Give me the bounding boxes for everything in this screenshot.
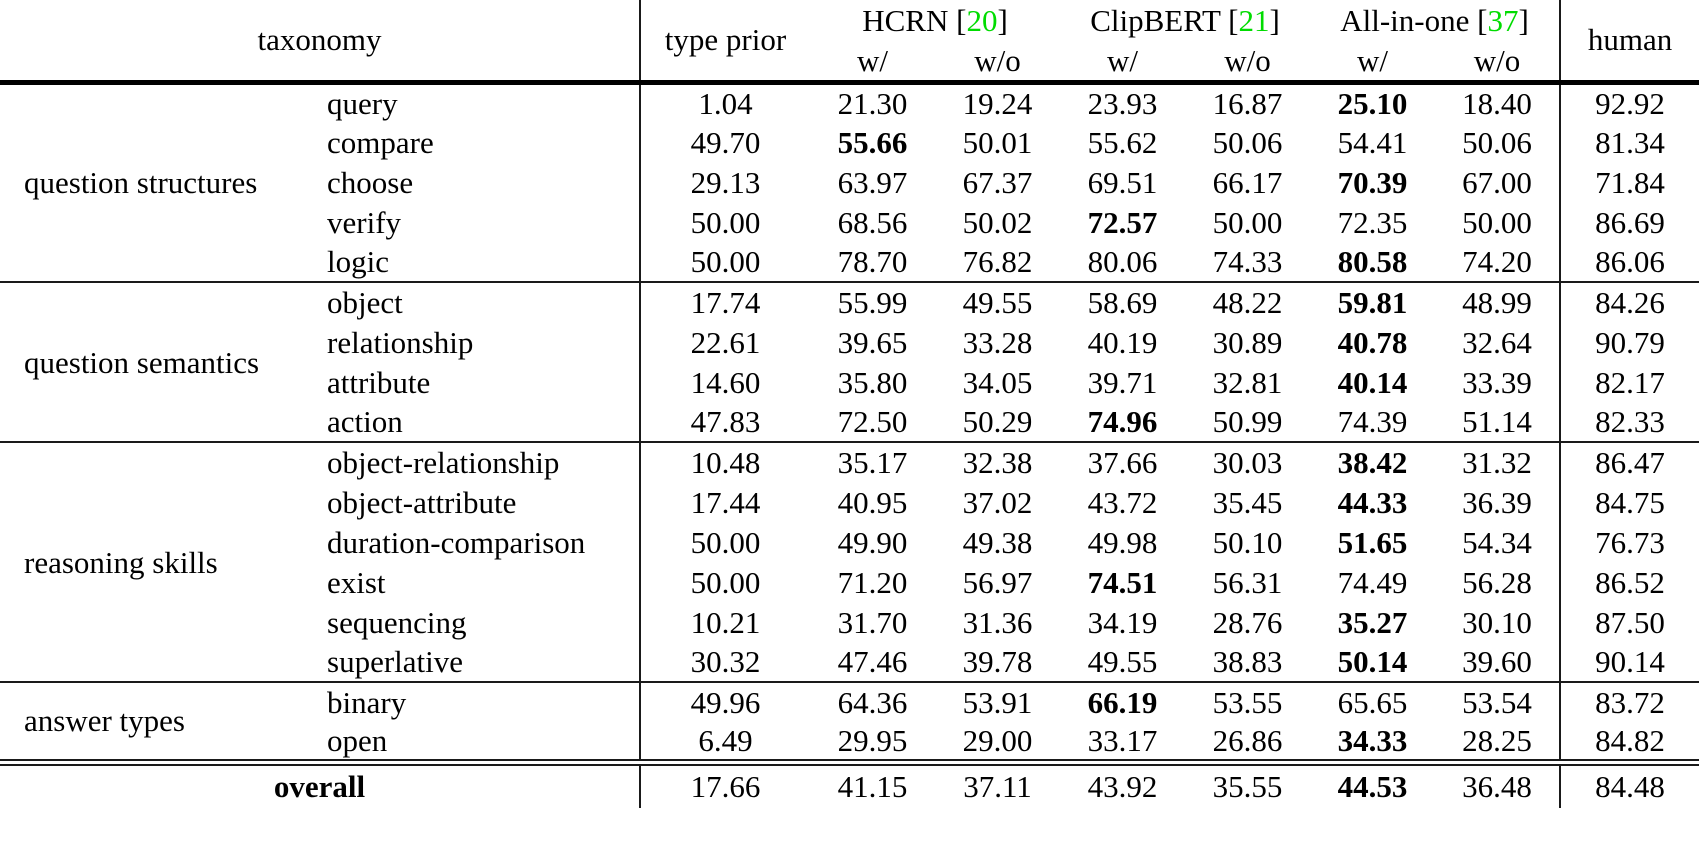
value-cell: 50.00 (690, 204, 761, 240)
row-label: relationship (310, 322, 640, 362)
citation-all-in-one: [37] (1477, 3, 1529, 38)
value-cell: 49.38 (962, 524, 1033, 560)
row-label: object-attribute (310, 482, 640, 522)
value-cell: 74.39 (1337, 404, 1408, 439)
value-cell: 86.52 (1560, 562, 1699, 602)
table-header (0, 0, 1699, 82)
value-cell: 92.92 (1560, 82, 1699, 122)
value-cell: 6.49 (698, 722, 753, 758)
col-header-hcrn (810, 0, 1060, 41)
value-cell: 66.17 (1212, 164, 1283, 200)
value-cell: 86.06 (1560, 242, 1699, 282)
value-cell: 72.35 (1337, 204, 1408, 240)
value-cell: 74.49 (1337, 564, 1408, 600)
col-header-hcrn-with: w/ (857, 42, 888, 78)
type-prior-label: type prior (664, 22, 787, 58)
value-cell: 50.02 (962, 204, 1033, 240)
value-cell: 34.33 (1337, 722, 1408, 758)
value-cell: 32.81 (1212, 364, 1283, 400)
value-cell: 29.00 (962, 722, 1033, 758)
value-cell: 49.98 (1087, 524, 1158, 560)
value-cell: 72.50 (837, 404, 908, 439)
value-cell: 70.39 (1337, 164, 1408, 200)
value-cell: 33.39 (1462, 364, 1532, 400)
value-cell: 36.48 (1462, 769, 1532, 805)
value-cell: 76.73 (1560, 522, 1699, 562)
citation-number-37: 37 (1487, 3, 1519, 38)
value-cell: 50.01 (962, 124, 1033, 160)
value-cell: 49.55 (962, 285, 1033, 320)
value-cell: 50.00 (1462, 204, 1532, 240)
value-cell: 47.83 (690, 404, 761, 439)
col-header-type-prior (640, 0, 810, 82)
value-cell: 1.04 (698, 85, 753, 121)
group-label: answer types (24, 703, 185, 739)
value-cell: 86.69 (1560, 202, 1699, 242)
row-label: action (310, 402, 640, 442)
overall-row (0, 762, 1699, 808)
value-cell: 43.92 (1087, 769, 1158, 805)
value-cell: 55.99 (837, 285, 908, 320)
value-cell: 51.65 (1337, 524, 1408, 560)
row-label: duration-comparison (310, 522, 640, 562)
value-cell: 32.64 (1462, 324, 1532, 360)
value-cell: 59.81 (1337, 285, 1408, 320)
value-cell: 44.33 (1337, 484, 1408, 520)
group-label: question structures (24, 165, 258, 201)
value-cell: 29.95 (837, 722, 908, 758)
value-cell: 36.39 (1462, 484, 1532, 520)
value-cell: 10.21 (690, 604, 761, 640)
col-header-clipbert-with: w/ (1107, 42, 1139, 78)
value-cell: 50.00 (690, 244, 761, 279)
value-cell: 29.13 (690, 164, 761, 200)
value-cell: 49.96 (690, 685, 761, 720)
citation-hcrn: [20] (956, 3, 1008, 38)
value-cell: 56.31 (1212, 564, 1283, 600)
value-cell: 67.00 (1462, 164, 1532, 200)
model-name-all-in-one: All-in-one (1340, 3, 1470, 38)
value-cell: 64.36 (837, 685, 908, 720)
value-cell: 53.55 (1212, 685, 1283, 720)
col-header-hcrn-without: w/o (974, 42, 1021, 78)
value-cell: 49.90 (837, 524, 908, 560)
table-row (0, 682, 1699, 722)
value-cell: 76.82 (962, 244, 1033, 279)
value-cell: 50.29 (962, 404, 1033, 439)
value-cell: 55.66 (837, 124, 908, 160)
value-cell: 84.48 (1560, 762, 1699, 808)
value-cell: 63.97 (837, 164, 908, 200)
col-header-all-in-one (1310, 0, 1560, 41)
row-label: object-relationship (310, 442, 640, 482)
row-label: choose (310, 162, 640, 202)
value-cell: 54.34 (1462, 524, 1532, 560)
value-cell: 40.95 (837, 484, 908, 520)
header-row-models (0, 0, 1699, 41)
model-name-clipbert: ClipBERT (1090, 3, 1221, 38)
table-body (0, 82, 1699, 762)
value-cell: 50.00 (690, 564, 761, 600)
value-cell: 47.46 (837, 644, 908, 679)
citation-number-21: 21 (1238, 3, 1270, 38)
value-cell: 10.48 (690, 445, 761, 480)
overall-label: overall (0, 762, 640, 808)
value-cell: 37.02 (962, 484, 1033, 520)
col-header-taxonomy (0, 0, 640, 82)
value-cell: 33.17 (1087, 722, 1158, 758)
row-label: object (310, 282, 640, 322)
value-cell: 18.40 (1462, 85, 1532, 121)
table-row (0, 282, 1699, 322)
row-label: open (310, 722, 640, 762)
value-cell: 34.05 (962, 364, 1033, 400)
group-label: reasoning skills (24, 544, 218, 580)
row-label: superlative (310, 642, 640, 682)
row-label: verify (310, 202, 640, 242)
value-cell: 54.41 (1337, 124, 1408, 160)
human-label: human (1587, 22, 1673, 58)
value-cell: 82.17 (1560, 362, 1699, 402)
value-cell: 16.87 (1212, 85, 1283, 121)
value-cell: 26.86 (1212, 722, 1283, 758)
value-cell: 84.82 (1560, 722, 1699, 762)
value-cell: 69.51 (1087, 164, 1158, 200)
value-cell: 39.71 (1087, 364, 1158, 400)
value-cell: 74.51 (1087, 564, 1158, 600)
value-cell: 74.33 (1212, 244, 1283, 279)
value-cell: 17.44 (690, 484, 761, 520)
value-cell: 86.47 (1560, 442, 1699, 482)
value-cell: 39.78 (962, 644, 1033, 679)
col-header-clipbert (1060, 0, 1310, 41)
value-cell: 25.10 (1337, 85, 1408, 121)
value-cell: 50.00 (1212, 204, 1283, 240)
row-label: sequencing (310, 602, 640, 642)
row-label: logic (310, 242, 640, 282)
row-label: compare (310, 122, 640, 162)
value-cell: 48.22 (1212, 285, 1283, 320)
value-cell: 40.78 (1337, 324, 1408, 360)
taxonomy-label: taxonomy (257, 22, 382, 58)
value-cell: 35.80 (837, 364, 908, 400)
value-cell: 19.24 (962, 85, 1033, 121)
model-name-hcrn: HCRN (862, 3, 949, 38)
value-cell: 31.36 (962, 604, 1033, 640)
value-cell: 81.34 (1560, 122, 1699, 162)
value-cell: 37.66 (1087, 445, 1158, 480)
col-header-human (1560, 0, 1699, 82)
value-cell: 43.72 (1087, 484, 1158, 520)
value-cell: 22.61 (690, 324, 761, 360)
value-cell: 87.50 (1560, 602, 1699, 642)
value-cell: 80.06 (1087, 244, 1158, 279)
value-cell: 39.65 (837, 324, 908, 360)
value-cell: 32.38 (962, 445, 1033, 480)
value-cell: 66.19 (1087, 685, 1158, 720)
overall-body (0, 762, 1699, 808)
value-cell: 74.20 (1462, 244, 1532, 279)
value-cell: 58.69 (1087, 285, 1158, 320)
value-cell: 28.25 (1462, 722, 1532, 758)
value-cell: 17.66 (690, 769, 761, 805)
citation-clipbert: [21] (1228, 3, 1280, 38)
value-cell: 55.62 (1087, 124, 1158, 160)
value-cell: 35.55 (1212, 769, 1283, 805)
value-cell: 50.99 (1212, 404, 1283, 439)
table-row (0, 442, 1699, 482)
value-cell: 84.75 (1560, 482, 1699, 522)
value-cell: 34.19 (1087, 604, 1158, 640)
value-cell: 83.72 (1560, 682, 1699, 722)
value-cell: 82.33 (1560, 402, 1699, 442)
value-cell: 56.28 (1462, 564, 1532, 600)
value-cell: 28.76 (1212, 604, 1283, 640)
value-cell: 72.57 (1087, 204, 1158, 240)
value-cell: 78.70 (837, 244, 908, 279)
row-label: exist (310, 562, 640, 602)
value-cell: 37.11 (963, 769, 1032, 805)
col-header-clipbert-without: w/o (1224, 42, 1271, 78)
value-cell: 17.74 (690, 285, 761, 320)
value-cell: 30.32 (690, 644, 761, 679)
value-cell: 33.28 (962, 324, 1033, 360)
value-cell: 39.60 (1462, 644, 1532, 679)
value-cell: 31.32 (1462, 445, 1532, 480)
value-cell: 67.37 (962, 164, 1033, 200)
value-cell: 84.26 (1560, 282, 1699, 322)
citation-number-20: 20 (966, 3, 998, 38)
value-cell: 53.54 (1462, 685, 1532, 720)
value-cell: 50.06 (1212, 124, 1283, 160)
value-cell: 50.06 (1462, 124, 1532, 160)
value-cell: 53.91 (962, 685, 1033, 720)
value-cell: 49.55 (1087, 644, 1158, 679)
value-cell: 90.14 (1560, 642, 1699, 682)
value-cell: 35.27 (1337, 604, 1408, 640)
row-label: attribute (310, 362, 640, 402)
value-cell: 51.14 (1462, 404, 1532, 439)
value-cell: 50.00 (690, 524, 761, 560)
value-cell: 56.97 (962, 564, 1033, 600)
value-cell: 49.70 (690, 124, 761, 160)
table-row (0, 82, 1699, 122)
value-cell: 65.65 (1337, 685, 1408, 720)
value-cell: 30.03 (1212, 445, 1283, 480)
value-cell: 30.10 (1462, 604, 1532, 640)
value-cell: 41.15 (837, 769, 908, 805)
value-cell: 14.60 (690, 364, 761, 400)
value-cell: 71.20 (837, 564, 908, 600)
row-label: binary (310, 682, 640, 722)
value-cell: 74.96 (1087, 404, 1158, 439)
value-cell: 68.56 (837, 204, 908, 240)
value-cell: 30.89 (1212, 324, 1283, 360)
value-cell: 21.30 (837, 85, 908, 121)
value-cell: 31.70 (837, 604, 908, 640)
value-cell: 80.58 (1337, 244, 1408, 279)
col-header-all-in-one-with: w/ (1357, 42, 1389, 78)
value-cell: 40.14 (1337, 364, 1408, 400)
col-header-all-in-one-without: w/o (1473, 42, 1521, 78)
value-cell: 38.83 (1212, 644, 1283, 679)
value-cell: 48.99 (1462, 285, 1532, 320)
group-label: question semantics (24, 344, 260, 380)
value-cell: 50.10 (1212, 524, 1283, 560)
value-cell: 90.79 (1560, 322, 1699, 362)
row-label: query (310, 82, 640, 122)
value-cell: 23.93 (1087, 85, 1158, 121)
value-cell: 50.14 (1337, 644, 1408, 679)
value-cell: 35.45 (1212, 484, 1283, 520)
value-cell: 40.19 (1087, 324, 1158, 360)
value-cell: 35.17 (837, 445, 908, 480)
value-cell: 71.84 (1560, 162, 1699, 202)
value-cell: 44.53 (1337, 769, 1408, 805)
value-cell: 38.42 (1337, 445, 1408, 480)
